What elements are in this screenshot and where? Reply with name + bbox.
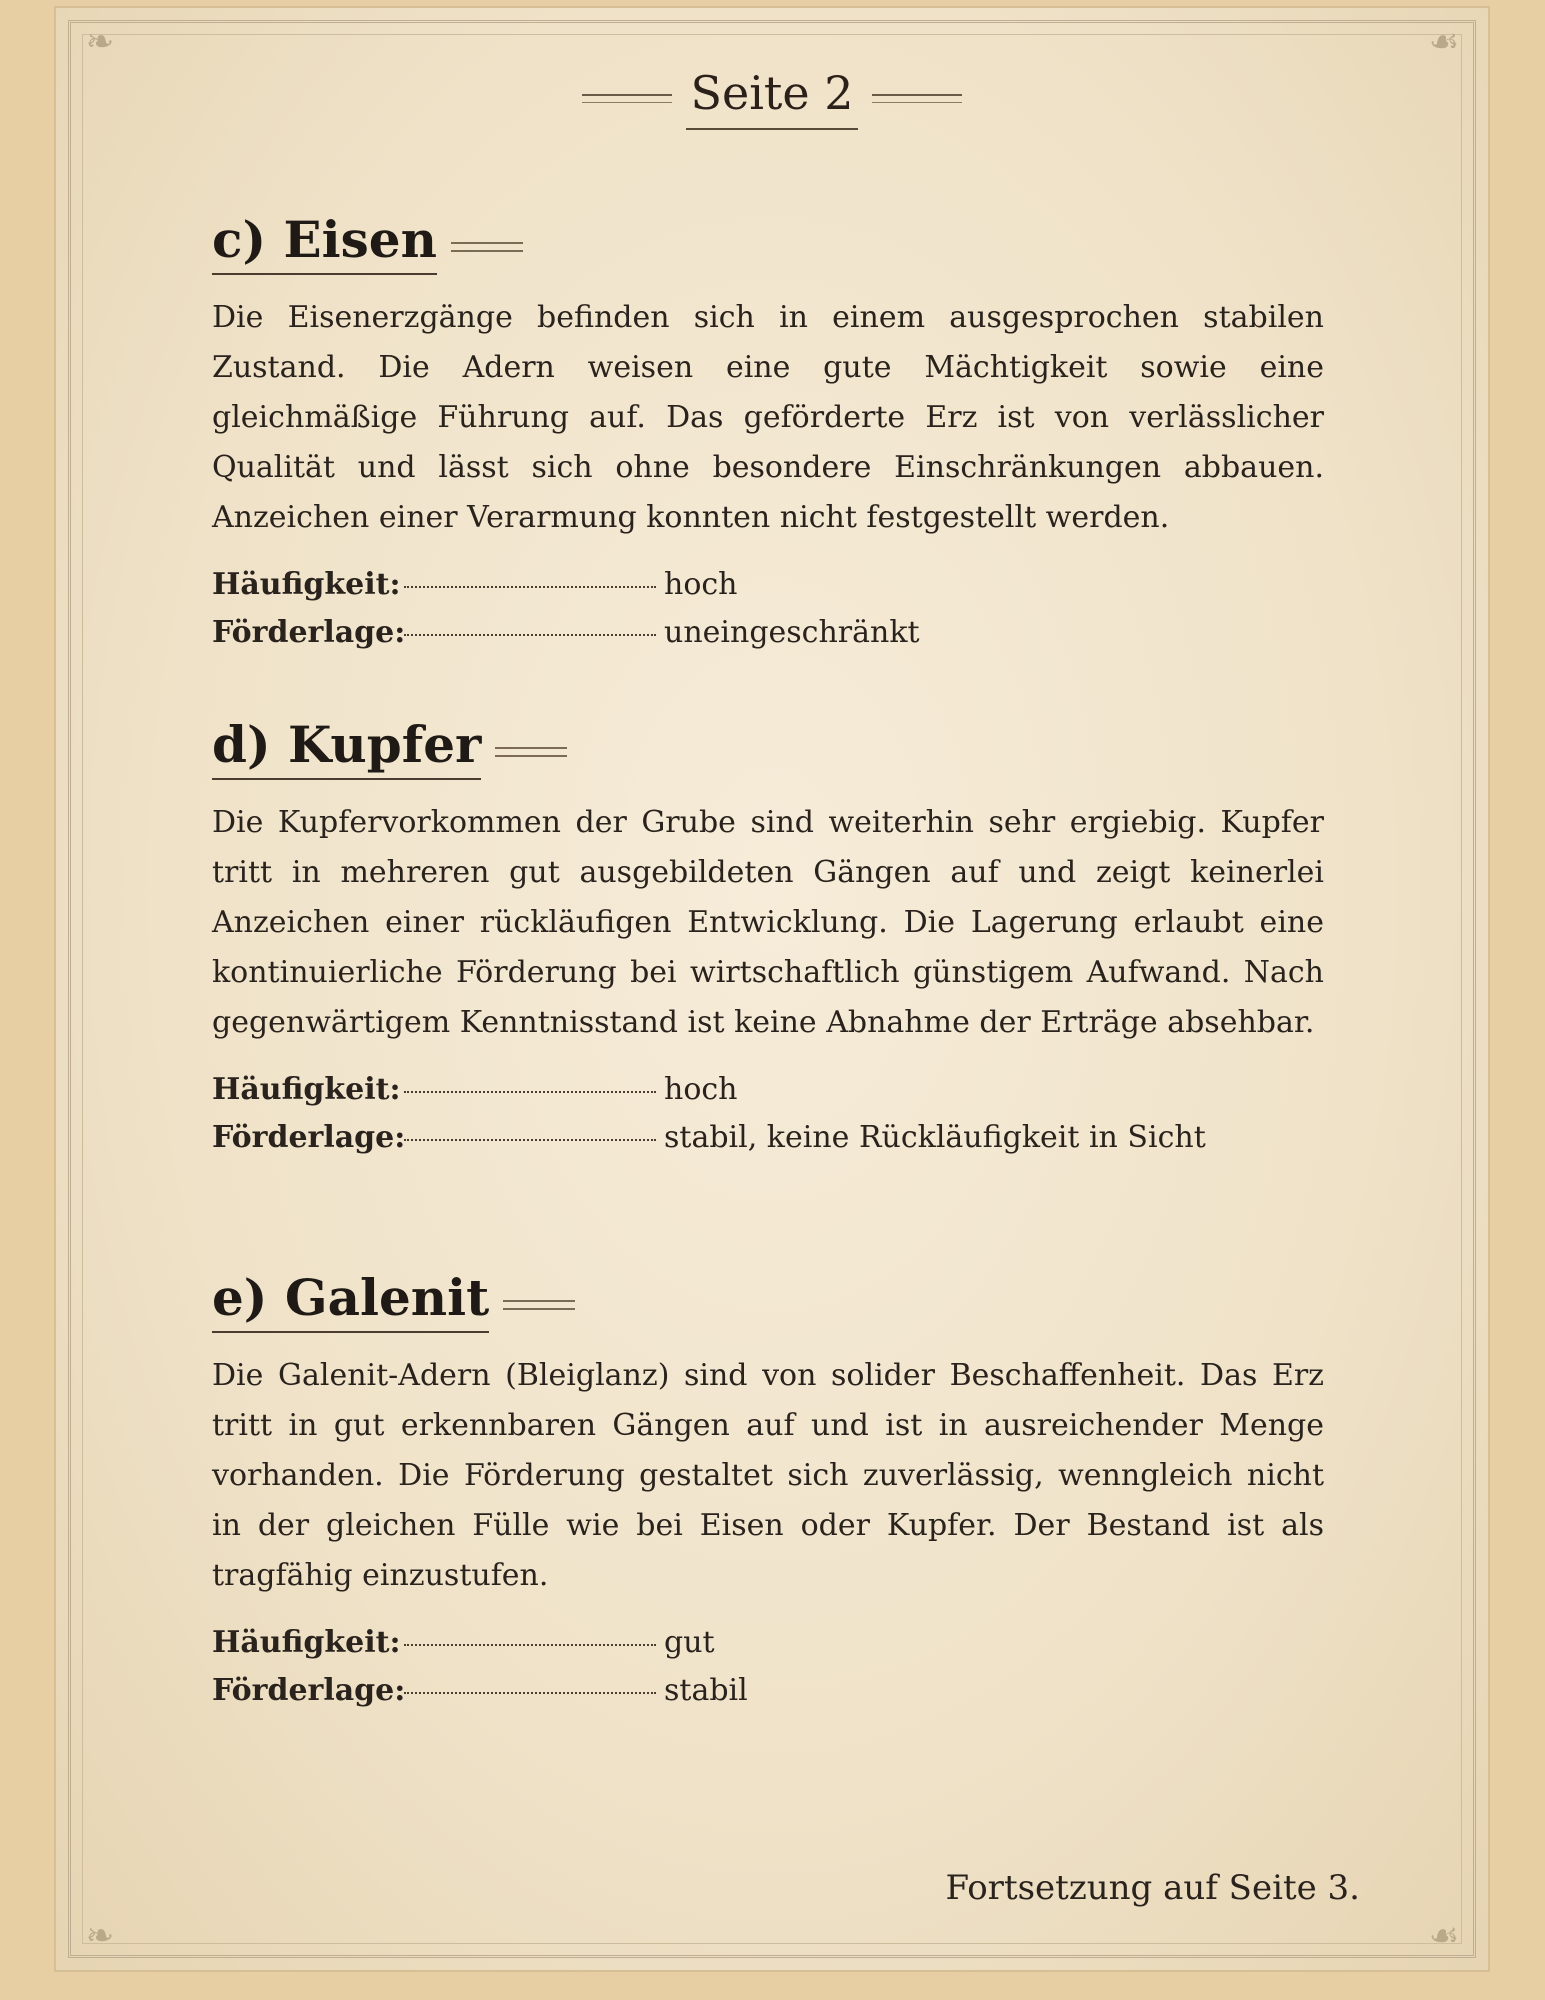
section-heading: [212, 210, 1324, 275]
corner-ornament-icon: ❧: [85, 1916, 115, 1956]
fact-row: [212, 1114, 1324, 1162]
section-paragraph: Die Kupfervorkommen der Grube sind weiterhin sehr ergiebig. Kupfer tritt in mehreren gut ausgebildeten Gängen auf und zeigt keinerlei Anzeichen einer rückläufigen Entwicklung. Die Lagerung erlaubt eine kontinuierliche Förderung bei wirtschaftlich günstigem Aufwand. Nach gegenwärtigem Kenntnisstand ist keine Abnahme der Erträge absehbar.: [212, 805, 1324, 1040]
dot-leader: [404, 634, 656, 636]
fact-label: Förderlage:: [212, 1673, 406, 1708]
dot-leader: [404, 1644, 656, 1646]
section-heading: [212, 1268, 1324, 1333]
header-rule-left: [582, 94, 672, 103]
section-galenit: [212, 1268, 1324, 1715]
fact-value: stabil: [664, 1673, 748, 1708]
fact-value: uneingeschränkt: [664, 615, 920, 650]
dot-leader: [404, 1692, 656, 1694]
fact-label: Häufigkeit:: [212, 567, 401, 602]
fact-label: Häufigkeit:: [212, 1072, 401, 1107]
header-rule-right: [872, 94, 962, 103]
facts-list: [212, 561, 1324, 657]
fact-value: hoch: [664, 1072, 738, 1107]
fact-row: [212, 1667, 1324, 1715]
fact-row: [212, 561, 1324, 609]
facts-list: [212, 1066, 1324, 1162]
corner-ornament-icon: ☙: [1428, 22, 1460, 62]
fact-value: gut: [664, 1625, 715, 1660]
section-eisen: [212, 210, 1324, 657]
section-paragraph: Die Eisenerzgänge befinden sich in einem ausgesprochen stabilen Zustand. Die Adern weisen eine gute Mächtigkeit sowie eine gleichmäßige Führung auf. Das geförderte Erz ist von verlässlicher Qualität und lässt sich ohne besondere Einschränkungen abbauen. Anzeichen einer Verarmung konnten nicht festgestellt werden.: [212, 300, 1324, 535]
heading-ornament: [503, 1300, 575, 1310]
corner-ornament-icon: ❧: [85, 22, 115, 62]
fact-label: Förderlage:: [212, 615, 406, 650]
dot-leader: [404, 1091, 656, 1093]
dot-leader: [404, 1139, 656, 1141]
fact-label: Häufigkeit:: [212, 1625, 401, 1660]
fact-row: [212, 1066, 1324, 1114]
fact-label: Förderlage:: [212, 1120, 406, 1155]
page-title: Seite 2: [686, 66, 857, 130]
section-paragraph: Die Galenit-Adern (Bleiglanz) sind von solider Beschaffenheit. Das Erz tritt in gut erkennbaren Gängen auf und ist in ausreichender Menge vorhanden. Die Förderung gestaltet sich zuverlässig, wenngleich nicht in der gleichen Fülle wie bei Eisen oder Kupfer. Der Bestand ist als tragfähig einzustufen.: [212, 1358, 1324, 1593]
section-kupfer: [212, 715, 1324, 1162]
fact-row: [212, 609, 1324, 657]
corner-ornament-icon: ☙: [1428, 1916, 1460, 1956]
heading-ornament: [451, 242, 523, 252]
section-heading: [212, 715, 1324, 780]
section-heading-text: e) Galenit: [212, 1268, 489, 1333]
fact-row: [212, 1619, 1324, 1667]
dot-leader: [404, 586, 656, 588]
section-heading-text: d) Kupfer: [212, 715, 481, 780]
continuation-note: Fortsetzung auf Seite 3.: [945, 1868, 1360, 1908]
facts-list: [212, 1619, 1324, 1715]
section-heading-text: c) Eisen: [212, 210, 437, 275]
fact-value: stabil, keine Rückläufigkeit in Sicht: [664, 1120, 1206, 1155]
heading-ornament: [495, 747, 567, 757]
fact-value: hoch: [664, 567, 738, 602]
page-header: [56, 66, 1488, 130]
